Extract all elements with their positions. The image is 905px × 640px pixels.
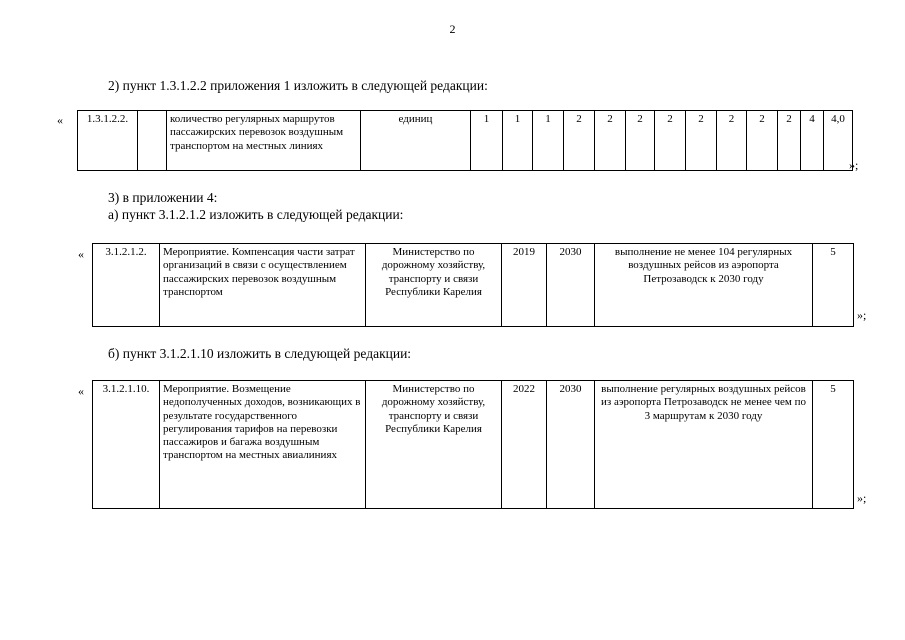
section-3a-close-quote: »; (857, 308, 867, 322)
value-cell: 1 (503, 111, 533, 171)
row-end-year: 2030 (547, 244, 595, 327)
value-cell: 4,0 (824, 111, 853, 171)
row-code: 1.3.1.2.2. (78, 111, 138, 171)
value-cell: 2 (655, 111, 686, 171)
section-3a-table (92, 243, 854, 327)
row-unit: единиц (361, 111, 471, 171)
empty-cell (138, 111, 167, 171)
value-cell: 1 (471, 111, 503, 171)
value-cell: 2 (686, 111, 717, 171)
value-cell: 2 (717, 111, 747, 171)
row-responsible: Министерство по дорожному хозяйству, транспорту и связи Республики Карелия (366, 244, 502, 327)
section-2-heading: 2) пункт 1.3.1.2.2 приложения 1 изложить в следующей редакции: (108, 78, 488, 93)
table-row (93, 244, 854, 327)
row-description: Мероприятие. Компенсация части затрат организаций в связи с осуществлением пассажирских перевозок воздушным транспортом (160, 244, 366, 327)
page-number: 2 (449, 22, 456, 36)
table-row (78, 111, 853, 171)
row-result: выполнение не менее 104 регулярных воздушных рейсов из аэропорта Петрозаводск к 2030 году (595, 244, 813, 327)
value-cell: 4 (801, 111, 824, 171)
value-cell: 2 (778, 111, 801, 171)
section-3a-open-quote: « (78, 247, 84, 261)
row-code: 3.1.2.1.2. (93, 244, 160, 327)
value-cell: 2 (626, 111, 655, 171)
value-cell: 1 (533, 111, 564, 171)
section-3b-table (92, 380, 854, 509)
section-3b-heading: б) пункт 3.1.2.1.10 изложить в следующей редакции: (108, 346, 412, 361)
row-result: выполнение регулярных воздушных рейсов из аэропорта Петрозаводск не менее чем по 3 маршрутам к 2030 году (595, 381, 813, 509)
value-cell: 2 (595, 111, 626, 171)
row-description: количество регулярных маршрутов пассажирских перевозок воздушным транспортом на местных линиях (167, 111, 361, 171)
section-3-heading: 3) в приложении 4: (108, 190, 218, 205)
section-3b-close-quote: »; (857, 491, 867, 505)
value-cell: 2 (747, 111, 778, 171)
section-2-open-quote: « (57, 113, 63, 127)
row-code: 3.1.2.1.10. (93, 381, 160, 509)
row-start-year: 2022 (502, 381, 547, 509)
section-2-close-quote: »; (849, 158, 859, 172)
row-responsible: Министерство по дорожному хозяйству, транспорту и связи Республики Карелия (366, 381, 502, 509)
section-3b-open-quote: « (78, 384, 84, 398)
section-3a-heading: а) пункт 3.1.2.1.2 изложить в следующей редакции: (108, 207, 404, 222)
row-end-year: 2030 (547, 381, 595, 509)
row-description: Мероприятие. Возмещение недополученных доходов, возникающих в результате государственного регулирования тарифов на перевозки пассажиров и багажа воздушным транспортом на местных авиалиниях (160, 381, 366, 509)
value-cell: 2 (564, 111, 595, 171)
section-2-table (77, 110, 853, 171)
table-row (93, 381, 854, 509)
row-indicator: 5 (813, 244, 854, 327)
row-start-year: 2019 (502, 244, 547, 327)
row-indicator: 5 (813, 381, 854, 509)
